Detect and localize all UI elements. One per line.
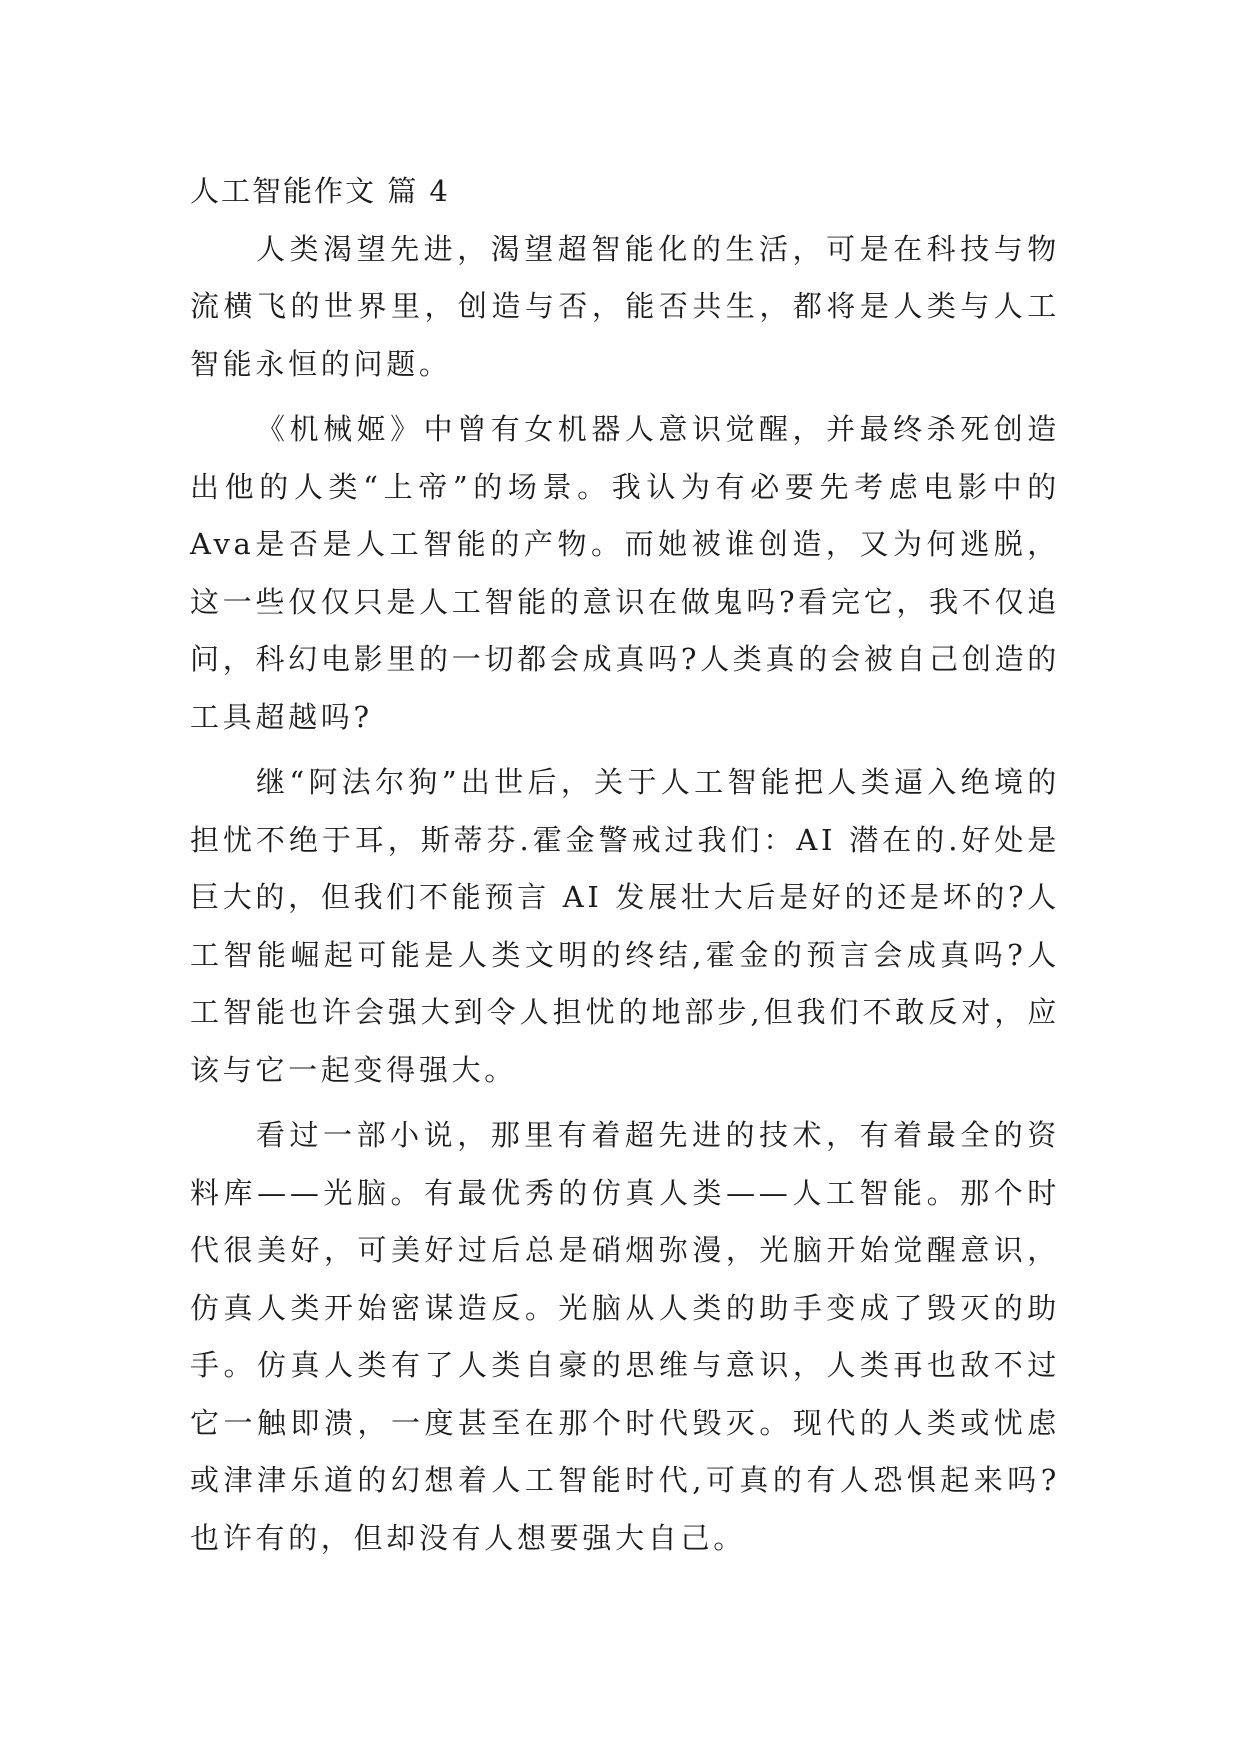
essay-title: 人工智能作文 篇 4 — [190, 174, 450, 208]
paragraph-3: 继“阿法尔狗”出世后，关于人工智能把人类逼入绝境的担忧不绝于耳，斯蒂芬.霍金警戒过我们：AI 潜在的.好处是巨大的，但我们不能预言 AI 发展壮大后是好的还是坏的?人工智能崛起可能是人类文明的终结,霍金的预言会成真吗?人工智能也许会强大到令人担忧的地部步,但我们不敢反对，应该与它一起变得强大。 — [190, 765, 1060, 1087]
essay-body — [190, 163, 1060, 1575]
paragraph-1: 人类渴望先进，渴望超智能化的生活，可是在科技与物流横飞的世界里，创造与否，能否共生，都将是人类与人工智能永恒的问题。 — [190, 231, 1060, 381]
paragraph-4: 看过一部小说，那里有着超先进的技术，有着最全的资料库——光脑。有最优秀的仿真人类——人工智能。那个时代很美好，可美好过后总是硝烟弥漫，光脑开始觉醒意识，仿真人类开始密谋造反。光脑从人类的助手变成了毁灭的助手。仿真人类有了人类自豪的思维与意识，人类再也敌不过它一触即溃，一度甚至在那个时代毁灭。现代的人类或忧虑或津津乐道的幻想着人工智能时代,可真的有人恐惧起来吗?也许有的，但却没有人想要强大自己。 — [190, 1118, 1060, 1555]
paragraph-2: 《机械姬》中曾有女机器人意识觉醒，并最终杀死创造出他的人类“上帝”的场景。我认为有必要先考虑电影中的Ava是否是人工智能的产物。而她被谁创造，又为何逃脱，这一些仅仅只是人工智能的意识在做鬼吗?看完它，我不仅追问，科幻电影里的一切都会成真吗?人类真的会被自己创造的工具超越吗? — [190, 412, 1060, 734]
